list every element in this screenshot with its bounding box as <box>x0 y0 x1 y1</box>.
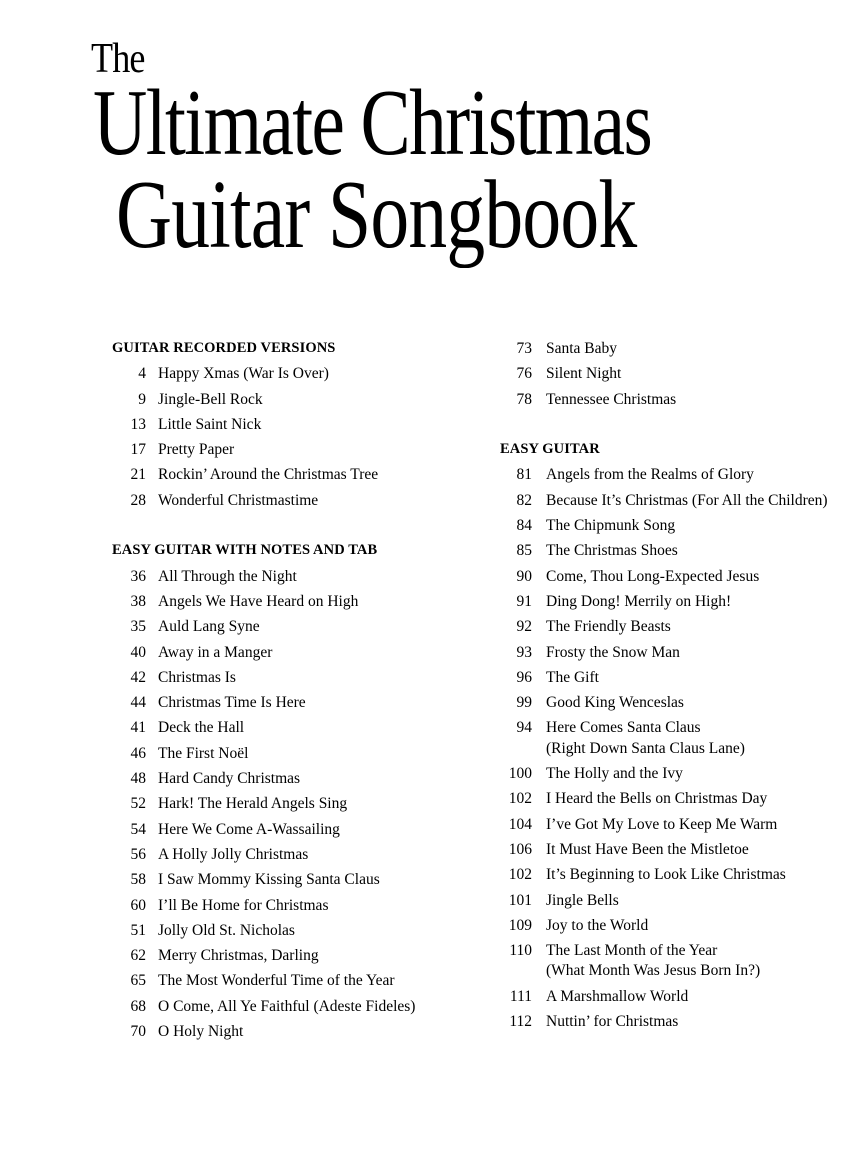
toc-entry <box>112 640 492 665</box>
song-title: O Holy Night <box>158 1023 244 1041</box>
page-number: 40 <box>130 643 146 661</box>
title-line-1: Ultimate Christmas <box>93 71 652 175</box>
song-title: It’s Beginning to Look Like Christmas <box>546 866 786 884</box>
song-title-wrap <box>146 665 236 690</box>
section-heading: EASY GUITAR <box>500 441 600 458</box>
song-title-wrap <box>532 888 619 913</box>
toc-entry <box>112 741 492 766</box>
song-title-wrap <box>146 968 395 993</box>
song-title-wrap <box>146 741 248 766</box>
toc-entry <box>112 437 492 462</box>
song-title: Jingle-Bell Rock <box>158 390 263 408</box>
song-title-wrap <box>532 336 617 361</box>
page-number: 82 <box>516 491 532 509</box>
page-number: 17 <box>130 441 146 459</box>
page-number: 81 <box>516 466 532 484</box>
page-number: 94 <box>516 719 532 737</box>
toc-entry <box>112 361 492 386</box>
page-number: 100 <box>508 765 532 783</box>
song-title-wrap <box>532 665 599 690</box>
page-number: 106 <box>508 840 532 858</box>
page-number: 41 <box>130 719 146 737</box>
toc-entry <box>500 715 850 761</box>
song-title: I’ll Be Home for Christmas <box>158 896 329 914</box>
song-title: The Chipmunk Song <box>546 517 676 535</box>
song-title: The Gift <box>546 668 599 686</box>
toc-entry <box>500 862 850 887</box>
page-number: 46 <box>130 744 146 762</box>
page-number: 76 <box>516 365 532 383</box>
toc-entry <box>500 888 850 913</box>
toc-entry <box>112 994 492 1019</box>
section-heading: GUITAR RECORDED VERSIONS <box>112 340 336 356</box>
song-title-wrap <box>146 791 347 816</box>
song-title: Good King Wenceslas <box>546 694 684 712</box>
song-title: Come, Thou Long-Expected Jesus <box>546 567 760 585</box>
page-number: 42 <box>130 668 146 686</box>
page-number: 54 <box>130 820 146 838</box>
song-title: Frosty the Snow Man <box>546 643 680 661</box>
toc-entry <box>500 387 850 412</box>
toc-entry <box>112 842 492 867</box>
song-title-wrap <box>532 715 745 761</box>
toc-entry <box>112 893 492 918</box>
page-number: 85 <box>516 542 532 560</box>
book-title <box>0 0 864 300</box>
song-title-wrap <box>146 462 378 487</box>
song-title-wrap <box>532 488 828 513</box>
page-number: 93 <box>516 643 532 661</box>
song-title: Rockin’ Around the Christmas Tree <box>158 466 379 484</box>
toc-entry <box>500 913 850 938</box>
song-title-wrap <box>146 488 318 513</box>
song-title: Merry Christmas, Darling <box>158 947 319 965</box>
song-title: Jolly Old St. Nicholas <box>158 921 295 939</box>
toc-entry <box>112 387 492 412</box>
song-title: Silent Night <box>546 365 622 383</box>
song-subtitle: (Right Down Santa Claus Lane) <box>546 739 745 757</box>
contents-left-column <box>112 336 492 1044</box>
page-number: 110 <box>509 942 532 960</box>
toc-entry <box>500 336 850 361</box>
song-title-wrap <box>146 361 329 386</box>
page-number: 102 <box>508 790 532 808</box>
song-title: I Saw Mommy Kissing Santa Claus <box>158 871 380 889</box>
song-title: A Marshmallow World <box>546 987 689 1005</box>
song-title-wrap <box>532 862 786 887</box>
page-number: 52 <box>130 795 146 813</box>
page-number: 90 <box>516 567 532 585</box>
song-title: The Last Month of the Year <box>546 942 718 960</box>
toc-entry <box>500 564 850 589</box>
toc-entry <box>500 1009 850 1034</box>
song-title-wrap <box>146 766 300 791</box>
song-title: A Holly Jolly Christmas <box>158 845 309 863</box>
song-title-wrap <box>532 538 678 563</box>
toc-entry <box>500 837 850 862</box>
song-title-wrap <box>532 1009 678 1034</box>
toc-entry <box>112 665 492 690</box>
page-number: 111 <box>509 987 532 1005</box>
song-title: Away in a Manger <box>158 643 273 661</box>
toc-entry <box>500 665 850 690</box>
toc-entry <box>500 538 850 563</box>
page-number: 48 <box>130 770 146 788</box>
page-number: 78 <box>516 390 532 408</box>
toc-entry <box>112 690 492 715</box>
toc-entry <box>112 1019 492 1044</box>
song-title: Pretty Paper <box>158 441 235 459</box>
toc-entry <box>500 513 850 538</box>
toc-entry <box>500 361 850 386</box>
song-title: Angels from the Realms of Glory <box>546 466 754 484</box>
song-title: I Heard the Bells on Christmas Day <box>546 790 768 808</box>
song-title-wrap <box>146 867 380 892</box>
toc-entry <box>112 766 492 791</box>
page-number: 99 <box>516 694 532 712</box>
toc-entry <box>112 715 492 740</box>
page-number: 104 <box>508 815 532 833</box>
toc-entry <box>112 589 492 614</box>
toc-entry <box>500 462 850 487</box>
page-number: 36 <box>130 567 146 585</box>
page-number: 56 <box>130 845 146 863</box>
song-title-wrap <box>146 817 340 842</box>
page-number: 38 <box>130 592 146 610</box>
page-number: 109 <box>508 916 532 934</box>
song-title-wrap <box>146 589 358 614</box>
song-title-wrap <box>146 564 297 589</box>
song-title-wrap <box>532 462 754 487</box>
toc-entry <box>112 817 492 842</box>
song-title: Hard Candy Christmas <box>158 770 301 788</box>
song-title: Angels We Have Heard on High <box>158 592 359 610</box>
song-title: Tennessee Christmas <box>546 390 677 408</box>
song-title: All Through the Night <box>158 567 297 585</box>
song-title: Christmas Time Is Here <box>158 694 306 712</box>
song-title: The Friendly Beasts <box>546 618 671 636</box>
title-line-2: Guitar Songbook <box>116 161 637 268</box>
toc-entry <box>500 640 850 665</box>
song-title: Auld Lang Syne <box>158 618 260 636</box>
song-title-wrap <box>146 1019 243 1044</box>
song-title-wrap <box>146 690 306 715</box>
song-title-wrap <box>146 715 244 740</box>
page-number: 73 <box>516 340 532 357</box>
section-spacer <box>112 513 492 538</box>
page-number: 91 <box>516 592 532 610</box>
song-title-wrap <box>146 893 328 918</box>
toc-entry <box>112 918 492 943</box>
song-title-wrap <box>532 387 676 412</box>
song-title-wrap <box>532 640 680 665</box>
page-number: 21 <box>130 466 146 484</box>
toc-entry <box>500 614 850 639</box>
page-number: 84 <box>516 517 532 535</box>
toc-entry <box>112 412 492 437</box>
toc-entry <box>500 938 850 984</box>
song-title-wrap <box>532 513 675 538</box>
song-title-wrap <box>146 842 308 867</box>
song-title-wrap <box>532 589 731 614</box>
song-subtitle: (What Month Was Jesus Born In?) <box>546 962 761 980</box>
toc-entry <box>500 488 850 513</box>
song-title: Joy to the World <box>546 916 649 934</box>
song-title-wrap <box>532 361 621 386</box>
toc-entry <box>500 690 850 715</box>
toc-entry <box>500 589 850 614</box>
toc-entry <box>112 488 492 513</box>
page-number: 44 <box>130 694 146 712</box>
page-number: 96 <box>516 668 532 686</box>
song-title-wrap <box>532 786 767 811</box>
page-number: 51 <box>130 921 146 939</box>
song-title: The Christmas Shoes <box>546 542 678 560</box>
song-title-wrap <box>532 984 688 1009</box>
toc-entry <box>500 812 850 837</box>
page-number: 101 <box>508 891 532 909</box>
page-number: 65 <box>130 972 146 990</box>
song-title-wrap <box>532 761 683 786</box>
song-title-wrap <box>146 994 415 1019</box>
song-title-wrap <box>532 614 671 639</box>
song-title: Because It’s Christmas (For All the Children) <box>546 491 828 509</box>
page-number: 92 <box>516 618 532 636</box>
song-title-wrap <box>146 412 261 437</box>
song-title: Santa Baby <box>546 340 618 357</box>
song-title: Little Saint Nick <box>158 415 262 433</box>
toc-entry <box>500 984 850 1009</box>
page-number: 58 <box>130 871 146 889</box>
song-title-wrap <box>532 564 759 589</box>
song-title: It Must Have Been the Mistletoe <box>546 840 749 858</box>
song-title: Ding Dong! Merrily on High! <box>546 592 732 610</box>
toc-entry <box>112 968 492 993</box>
song-title: Here We Come A-Wassailing <box>158 820 340 838</box>
song-title-wrap <box>532 690 684 715</box>
page-number: 60 <box>130 896 146 914</box>
page-number: 70 <box>130 1023 146 1041</box>
song-title: The First Noël <box>158 744 249 762</box>
page-number: 4 <box>138 365 146 383</box>
song-title-wrap <box>532 837 749 862</box>
title-the: The <box>91 36 145 82</box>
song-title: Here Comes Santa Claus <box>546 719 701 737</box>
page-number: 13 <box>130 415 146 433</box>
song-title-wrap <box>146 387 263 412</box>
toc-entry <box>500 761 850 786</box>
song-title: Wonderful Christmastime <box>158 491 319 509</box>
song-title: Hark! The Herald Angels Sing <box>158 795 348 813</box>
page-number: 68 <box>130 997 146 1015</box>
song-title: I’ve Got My Love to Keep Me Warm <box>546 815 778 833</box>
song-title-wrap <box>532 913 648 938</box>
song-title-wrap <box>146 640 272 665</box>
song-title-wrap <box>146 437 234 462</box>
section-heading: EASY GUITAR WITH NOTES AND TAB <box>112 542 378 559</box>
song-title: Jingle Bells <box>546 891 619 909</box>
toc-entry <box>112 867 492 892</box>
song-title: Happy Xmas (War Is Over) <box>158 365 329 383</box>
page-number: 35 <box>130 618 146 636</box>
toc-entry <box>112 943 492 968</box>
toc-entry <box>112 462 492 487</box>
page-number: 62 <box>130 947 146 965</box>
toc-entry <box>112 791 492 816</box>
section-spacer <box>500 412 850 437</box>
song-title-wrap <box>146 614 260 639</box>
toc-entry <box>112 564 492 589</box>
song-title: The Most Wonderful Time of the Year <box>158 972 395 990</box>
song-title: O Come, All Ye Faithful (Adeste Fideles) <box>158 997 416 1015</box>
song-title: Nuttin’ for Christmas <box>546 1013 679 1031</box>
song-title: Deck the Hall <box>158 719 245 737</box>
song-title-wrap <box>532 938 760 984</box>
page-number: 9 <box>138 390 146 408</box>
toc-entry <box>500 786 850 811</box>
song-title-wrap <box>532 812 777 837</box>
song-title: Christmas Is <box>158 668 236 686</box>
toc-entry <box>112 614 492 639</box>
page-number: 28 <box>130 491 146 509</box>
song-title: The Holly and the Ivy <box>546 765 683 783</box>
contents-right-column <box>500 336 850 1034</box>
page-number: 102 <box>508 866 532 884</box>
song-title-wrap <box>146 918 295 943</box>
page-number: 112 <box>509 1013 532 1031</box>
song-title-wrap <box>146 943 319 968</box>
